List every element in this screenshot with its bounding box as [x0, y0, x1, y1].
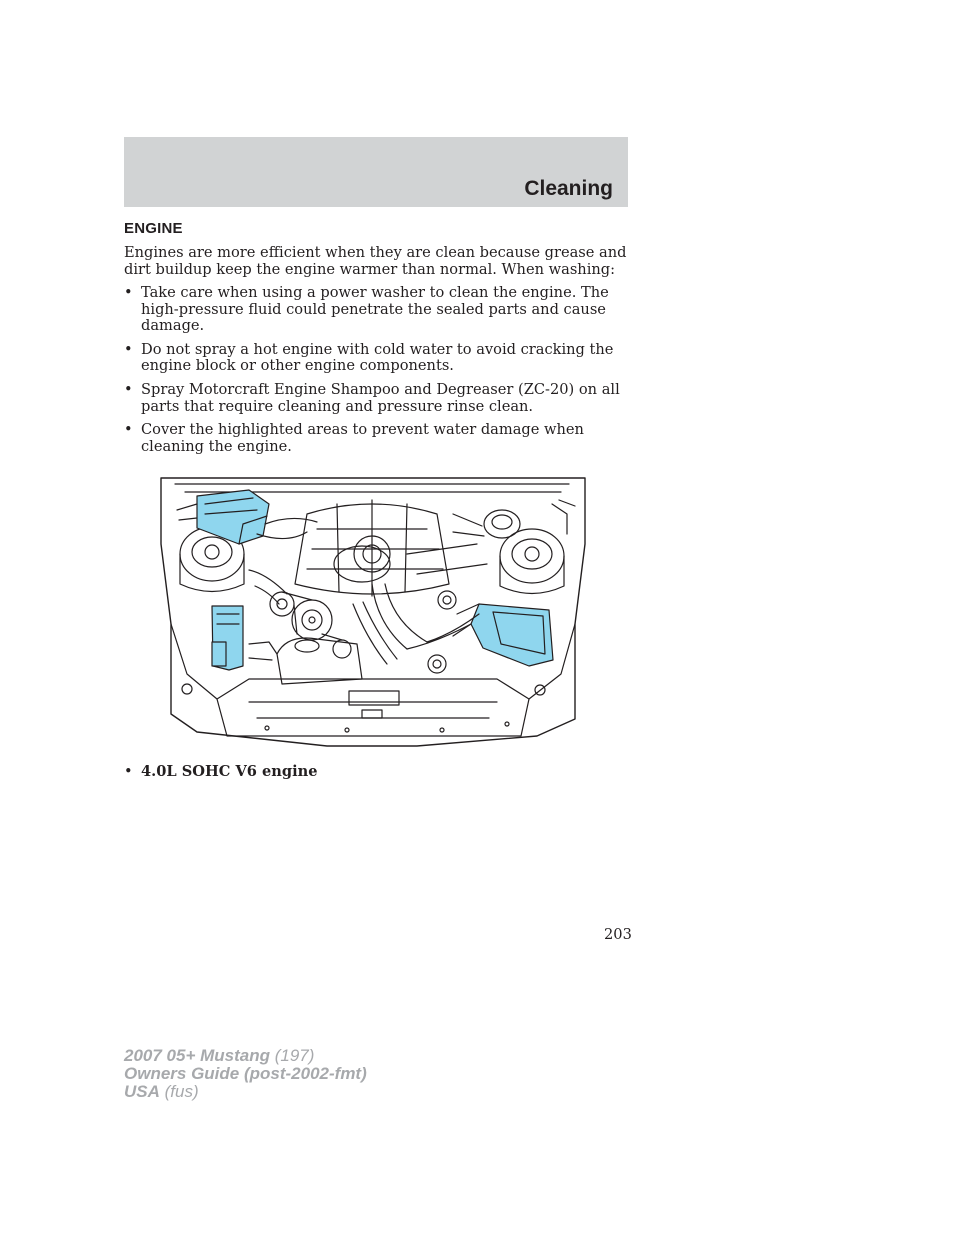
list-item: • Take care when using a power washer to clean the engine. The high-pressure fluid could penetrate the sealed parts and cause damage.	[124, 285, 628, 335]
intro-paragraph: Engines are more efficient when they are clean because grease and dirt buildup keep the engine warmer than normal. When washing:	[124, 244, 627, 278]
page-number: 203	[604, 926, 632, 943]
footer-line-2: Owners Guide (post-2002-fmt)	[124, 1064, 367, 1083]
engine-compartment-illustration	[157, 474, 587, 748]
section-heading: ENGINE	[124, 220, 183, 237]
washing-instructions-list	[124, 285, 628, 462]
list-item: • Cover the highlighted areas to prevent water damage when cleaning the engine.	[124, 422, 628, 455]
document-footer	[124, 1047, 367, 1101]
chapter-title: Cleaning	[524, 177, 613, 200]
right-strut-tower	[500, 529, 564, 594]
caption-bullet: •	[124, 763, 133, 780]
highlighted-area-top-left	[197, 490, 269, 544]
footer-line-1: 2007 05+ Mustang (197)	[124, 1046, 315, 1065]
list-item: • Do not spray a hot engine with cold water to avoid cracking the engine block or other engine components.	[124, 342, 628, 375]
figure-caption	[124, 764, 318, 781]
chapter-header-band	[124, 137, 628, 207]
caption-text: 4.0L SOHC V6 engine	[141, 763, 318, 780]
footer-line-3: USA (fus)	[124, 1082, 199, 1101]
list-item: • Spray Motorcraft Engine Shampoo and Degreaser (ZC-20) on all parts that require cleaning and pressure rinse clean.	[124, 382, 628, 415]
